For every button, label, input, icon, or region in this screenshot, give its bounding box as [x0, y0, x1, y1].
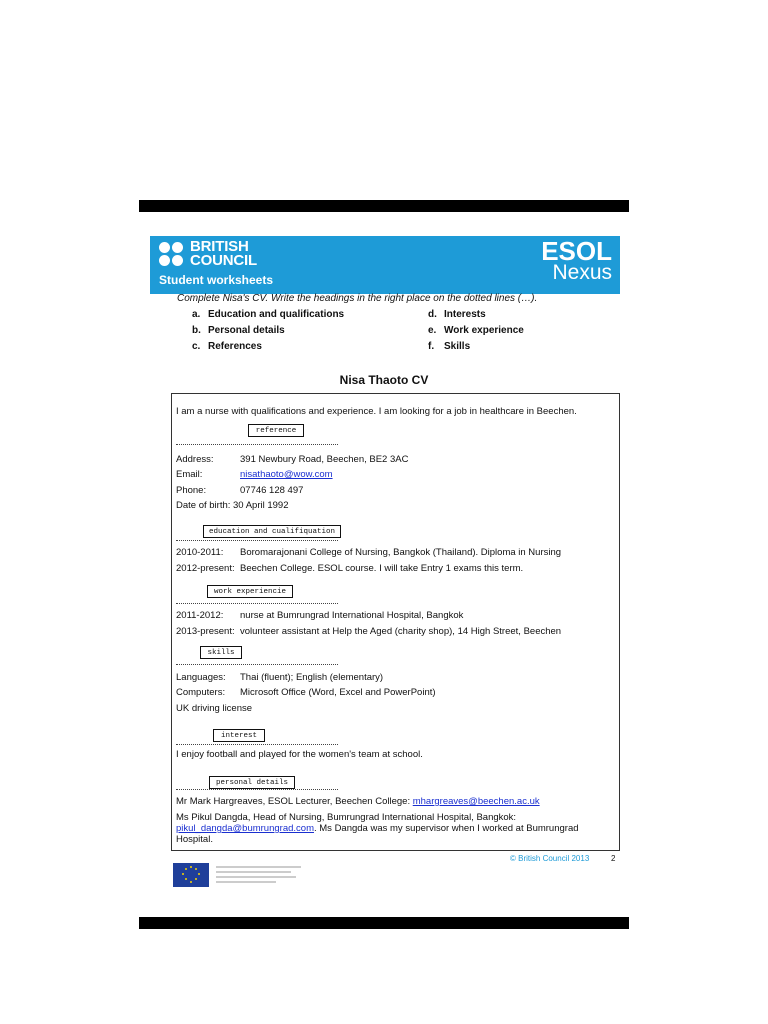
eu-funding-note	[216, 866, 301, 883]
computers-row: Computers: Microsoft Office (Word, Excel and PowerPoint)	[176, 687, 436, 698]
email-row: Email: nisathaoto@wow.com	[176, 469, 333, 480]
ref1-email-link[interactable]: mhargreaves@beechen.ac.uk	[412, 796, 540, 807]
esol-logo-text: ESOL	[541, 236, 612, 266]
nexus-logo-text: Nexus	[552, 261, 612, 284]
option-e: e. Work experience	[428, 325, 524, 336]
instructions: Complete Nisa's CV. Write the headings in the right place on the dotted lines (…).	[177, 293, 538, 304]
copyright: © British Council 2013	[510, 854, 590, 863]
work-row-1: 2011-2012: nurse at Bumrungrad International Hospital, Bangkok	[176, 610, 464, 621]
reference-row-2a: Ms Pikul Dangda, Head of Nursing, Bumrungrad International Hospital, Bangkok:	[176, 812, 517, 823]
reference-row-2c: Hospital.	[176, 834, 213, 845]
cv-title: Nisa Thaoto CV	[339, 373, 429, 387]
answer-field-3[interactable]: work experiencie	[207, 585, 293, 598]
licence-row: UK driving license	[176, 703, 253, 714]
email-link[interactable]: nisathaoto@wow.com	[240, 469, 333, 480]
education-row-1: 2010-2011: Boromarajonani College of Nursing, Bangkok (Thailand). Diploma in Nursing	[176, 547, 562, 558]
answer-field-5[interactable]: interest	[213, 729, 265, 742]
heading-dotted-line-5	[176, 743, 338, 745]
bottom-black-bar	[139, 917, 629, 929]
brand-line-1: BRITISH	[190, 238, 249, 255]
work-row-2: 2013-present: volunteer assistant at Help the Aged (charity shop), 14 High Street, Beechen	[176, 626, 562, 637]
top-black-bar	[139, 200, 629, 212]
phone-row: Phone: 07746 128 497	[176, 485, 304, 496]
answer-field-2[interactable]: education and cualifiquation	[203, 525, 341, 538]
page-number: 2	[611, 854, 616, 863]
british-council-logo-icon	[159, 242, 185, 268]
worksheet-banner	[150, 236, 620, 294]
reference-row-2b: pikul_dangda@bumrungrad.com. Ms Dangda was my supervisor when I worked at Bumrungrad	[176, 823, 579, 834]
option-c: c. References	[192, 341, 262, 352]
banner-subtitle: Student worksheets	[159, 273, 274, 287]
brand-line-2: COUNCIL	[190, 252, 257, 269]
answer-field-6[interactable]: personal details	[209, 776, 295, 789]
dob-row: Date of birth: 30 April 1992	[176, 500, 289, 511]
heading-dotted-line-4	[176, 663, 338, 665]
heading-dotted-line-3	[176, 602, 338, 604]
education-row-2: 2012-present: Beechen College. ESOL course. I will take Entry 1 exams this term.	[176, 563, 524, 574]
option-a: a. Education and qualifications	[192, 309, 345, 320]
answer-field-4[interactable]: skills	[200, 646, 242, 659]
interests-row: I enjoy football and played for the women's team at school.	[176, 749, 423, 760]
option-b: b. Personal details	[192, 325, 285, 336]
option-f: f. Skills	[428, 341, 471, 352]
eu-flag-icon	[173, 863, 209, 887]
ref2-email-link[interactable]: pikul_dangda@bumrungrad.com	[176, 823, 314, 834]
reference-row-1: Mr Mark Hargreaves, ESOL Lecturer, Beechen College: mhargreaves@beechen.ac.uk	[176, 796, 540, 807]
address-row: Address: 391 Newbury Road, Beechen, BE2 3AC	[176, 454, 409, 465]
answer-field-1[interactable]: reference	[248, 424, 304, 437]
heading-dotted-line-1	[176, 443, 338, 445]
heading-dotted-line-2	[176, 539, 338, 541]
cv-intro: I am a nurse with qualifications and experience. I am looking for a job in healthcare in Beechen.	[176, 406, 577, 417]
option-d: d. Interests	[428, 309, 486, 320]
languages-row: Languages: Thai (fluent); English (elementary)	[176, 672, 384, 683]
